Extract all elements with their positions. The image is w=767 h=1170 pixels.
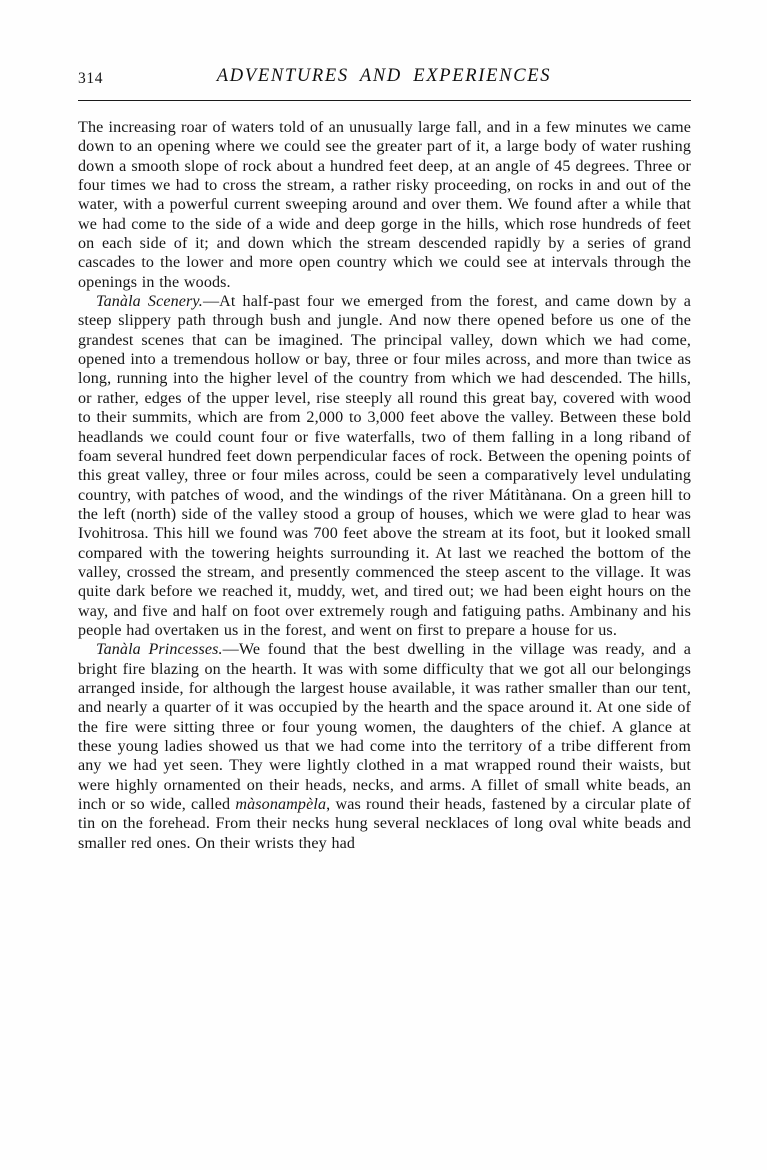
- italic-term: màsonampèla: [235, 796, 327, 814]
- run-in-heading-tanala-princesses: Tanàla Princesses.: [96, 641, 223, 659]
- paragraph-tanala-princesses: [78, 640, 691, 853]
- running-head-title: ADVENTURES AND EXPERIENCES: [216, 66, 552, 86]
- paragraph-tanala-scenery: [78, 292, 691, 640]
- paragraph-body-text: The increasing roar of waters told of an unusually large fall, and in a few minutes we came down to an opening where we could see the greater part of it, a large body of water rushing down a smooth slope of rock about a hundred feet deep, at an angle of 45 degrees. Three or four times we had to cross the stream, a rather risky proceeding, on rocks in and out of the water, with a powerful current sweeping around and over them. We found after a while that we had come to the side of a wide and deep gorge in the hills, which rose hundreds of feet on each side of it; and down which the stream descended rapidly by a series of grand cascades to the lower and more open country which we could see at intervals through the openings in the woods.: [78, 119, 691, 291]
- run-in-heading-tanala-scenery: Tanàla Scenery.: [96, 293, 203, 311]
- running-head: [78, 66, 690, 94]
- header-divider-rule: [78, 100, 691, 101]
- oldstyle-numeral: 45: [554, 157, 571, 175]
- paragraph-body-text: —At half-past four we emerged from the forest, and came down by a steep slippery path through bush and jungle. And now there opened before us one of the grandest scenes that can be imagined. The principal valley, down which we had come, opened into a tremendous hollow or bay, three or four miles across, and more than twice as long, running into the higher level of the country from which we had descended. The hills, or rather, edges of the upper level, rise steeply all round this great bay, covered with wood to their summits, which are from 2,000 to 3,000 feet above the valley. Between these bold headlands we could count four or five waterfalls, two of them falling in a long riband of foam several hundred feet down perpendicular faces of rock. Between the opening points of this great valley, three or four miles across, could be seen a comparatively level undulating country, with patches of wood, and the windings of the river Mátitànana. On a green hill to the left (north) side of the valley stood a group of houses, which we were glad to hear was Ivohitrosa. This hill we found was 700 feet above the stream at its foot, but it looked small compared with the towering heights surrounding it. At last we reached the bottom of the valley, crossed the stream, and presently commenced the steep ascent to the village. It was quite dark before we reached it, muddy, wet, and tired out; we had been eight hours on the way, and five and half on foot over extremely rough and fatiguing paths. Ambinany and his people had overtaken us in the forest, and went on first to prepare a house for us.: [78, 293, 691, 639]
- oldstyle-numeral: 3,000: [367, 409, 405, 427]
- oldstyle-numeral: 2,000: [306, 409, 344, 427]
- paragraph-body-text: —We found that the best dwelling in the village was ready, and a bright fire blazing on the hearth. It was with some difficulty that we got all our belongings arranged inside, for although the largest house available, it was rather smaller than our tent, and nearly a quarter of it was occupied by the hearth and the space around it. At one side of the fire were sitting three or four young women, the daughters of the chief. A glance at these young ladies showed us that we had come into the territory of a tribe different from any we had yet seen. They were lightly clothed in a mat wrapped round their waists, but were highly ornamented on their heads, necks, and arms. A fillet of small white beads, an inch or so wide, called màsonampèla, was round their heads, fastened by a circular plate of tin on the forehead. From their necks hung several necklaces of long oval white beads and smaller red ones. On their wrists they had: [78, 641, 691, 852]
- oldstyle-numeral: 700: [313, 525, 338, 543]
- paragraph-waterfall-descent: [78, 118, 691, 292]
- page-folio-number: 314: [78, 70, 104, 87]
- body-text-block: [78, 118, 691, 853]
